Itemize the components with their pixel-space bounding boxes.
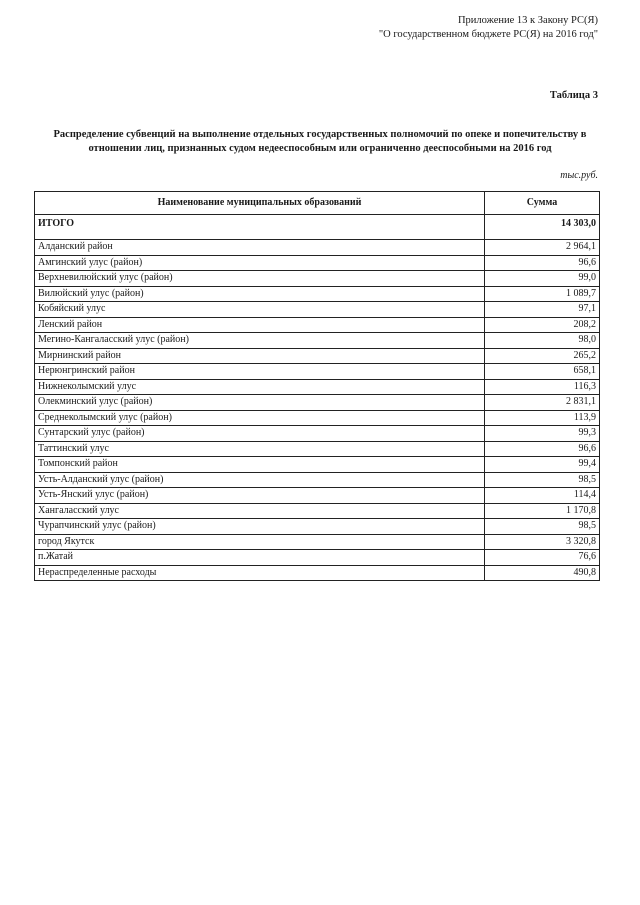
total-label: ИТОГО bbox=[35, 215, 485, 240]
municipality-name: п.Жатай bbox=[35, 550, 485, 566]
municipality-sum: 116,3 bbox=[485, 379, 600, 395]
table-row bbox=[35, 255, 600, 271]
municipality-name: Алданский район bbox=[35, 240, 485, 256]
municipality-sum: 99,4 bbox=[485, 457, 600, 473]
municipality-name: Мирнинский район bbox=[35, 348, 485, 364]
table-row bbox=[35, 565, 600, 581]
municipality-sum: 98,0 bbox=[485, 333, 600, 349]
table-row bbox=[35, 457, 600, 473]
municipality-name: Среднеколымский улус (район) bbox=[35, 410, 485, 426]
column-header-sum: Сумма bbox=[485, 192, 600, 215]
municipality-name: Олекминский улус (район) bbox=[35, 395, 485, 411]
appendix-header bbox=[379, 14, 598, 42]
municipality-sum: 1 089,7 bbox=[485, 286, 600, 302]
table-row bbox=[35, 240, 600, 256]
municipality-sum: 96,6 bbox=[485, 255, 600, 271]
municipality-name: Амгинский улус (район) bbox=[35, 255, 485, 271]
subvention-table bbox=[34, 191, 600, 581]
municipality-sum: 3 320,8 bbox=[485, 534, 600, 550]
municipality-name: Таттинский улус bbox=[35, 441, 485, 457]
municipality-name: Нерюнгринский район bbox=[35, 364, 485, 380]
appendix-line-1: Приложение 13 к Закону РС(Я) bbox=[457, 15, 598, 26]
municipality-sum: 99,3 bbox=[485, 426, 600, 442]
municipality-sum: 97,1 bbox=[485, 302, 600, 318]
table-row bbox=[35, 271, 600, 287]
municipality-name: Нераспределенные расходы bbox=[35, 565, 485, 581]
municipality-sum: 113,9 bbox=[485, 410, 600, 426]
municipality-name: Чурапчинский улус (район) bbox=[35, 519, 485, 535]
municipality-name: Усть-Янский улус (район) bbox=[35, 488, 485, 504]
municipality-sum: 658,1 bbox=[485, 364, 600, 380]
municipality-name: Усть-Алданский улус (район) bbox=[35, 472, 485, 488]
table-row bbox=[35, 426, 600, 442]
table-row bbox=[35, 364, 600, 380]
municipality-sum: 99,0 bbox=[485, 271, 600, 287]
municipality-sum: 265,2 bbox=[485, 348, 600, 364]
table-row bbox=[35, 333, 600, 349]
table-row bbox=[35, 550, 600, 566]
total-value: 14 303,0 bbox=[485, 215, 600, 240]
municipality-sum: 114,4 bbox=[485, 488, 600, 504]
table-row bbox=[35, 488, 600, 504]
municipality-name: Хангаласский улус bbox=[35, 503, 485, 519]
table-row bbox=[35, 379, 600, 395]
municipality-name: город Якутск bbox=[35, 534, 485, 550]
table-number: Таблица 3 bbox=[549, 90, 598, 101]
municipality-name: Нижнеколымский улус bbox=[35, 379, 485, 395]
municipality-sum: 208,2 bbox=[485, 317, 600, 333]
column-header-name: Наименование муниципальных образований bbox=[35, 192, 485, 215]
municipality-name: Вилюйский улус (район) bbox=[35, 286, 485, 302]
municipality-sum: 98,5 bbox=[485, 519, 600, 535]
table-row bbox=[35, 441, 600, 457]
municipality-sum: 490,8 bbox=[485, 565, 600, 581]
table-row bbox=[35, 472, 600, 488]
table-row bbox=[35, 395, 600, 411]
document-title: Распределение субвенций на выполнение отдельных государственных полномочий по опеке и попечительству в отношении лиц, признанных судом недееспособным или ограниченно дееспособными на 2016 год bbox=[53, 129, 587, 154]
table-row bbox=[35, 534, 600, 550]
table-row bbox=[35, 519, 600, 535]
municipality-name: Верхневилюйский улус (район) bbox=[35, 271, 485, 287]
table-row bbox=[35, 317, 600, 333]
municipality-sum: 1 170,8 bbox=[485, 503, 600, 519]
municipality-sum: 96,6 bbox=[485, 441, 600, 457]
municipality-sum: 76,6 bbox=[485, 550, 600, 566]
total-row bbox=[35, 215, 600, 240]
units-label: тыс.руб. bbox=[560, 170, 598, 181]
table-row bbox=[35, 302, 600, 318]
municipality-name: Мегино-Кангаласский улус (район) bbox=[35, 333, 485, 349]
table-row bbox=[35, 348, 600, 364]
table-header-row bbox=[35, 192, 600, 215]
municipality-sum: 98,5 bbox=[485, 472, 600, 488]
table-row bbox=[35, 410, 600, 426]
municipality-sum: 2 964,1 bbox=[485, 240, 600, 256]
municipality-name: Ленский район bbox=[35, 317, 485, 333]
municipality-name: Кобяйский улус bbox=[35, 302, 485, 318]
municipality-name: Сунтарский улус (район) bbox=[35, 426, 485, 442]
table-row bbox=[35, 286, 600, 302]
municipality-sum: 2 831,1 bbox=[485, 395, 600, 411]
municipality-name: Томпонский район bbox=[35, 457, 485, 473]
appendix-line-2: "О государственном бюджете РС(Я) на 2016 год" bbox=[378, 29, 598, 40]
table-row bbox=[35, 503, 600, 519]
